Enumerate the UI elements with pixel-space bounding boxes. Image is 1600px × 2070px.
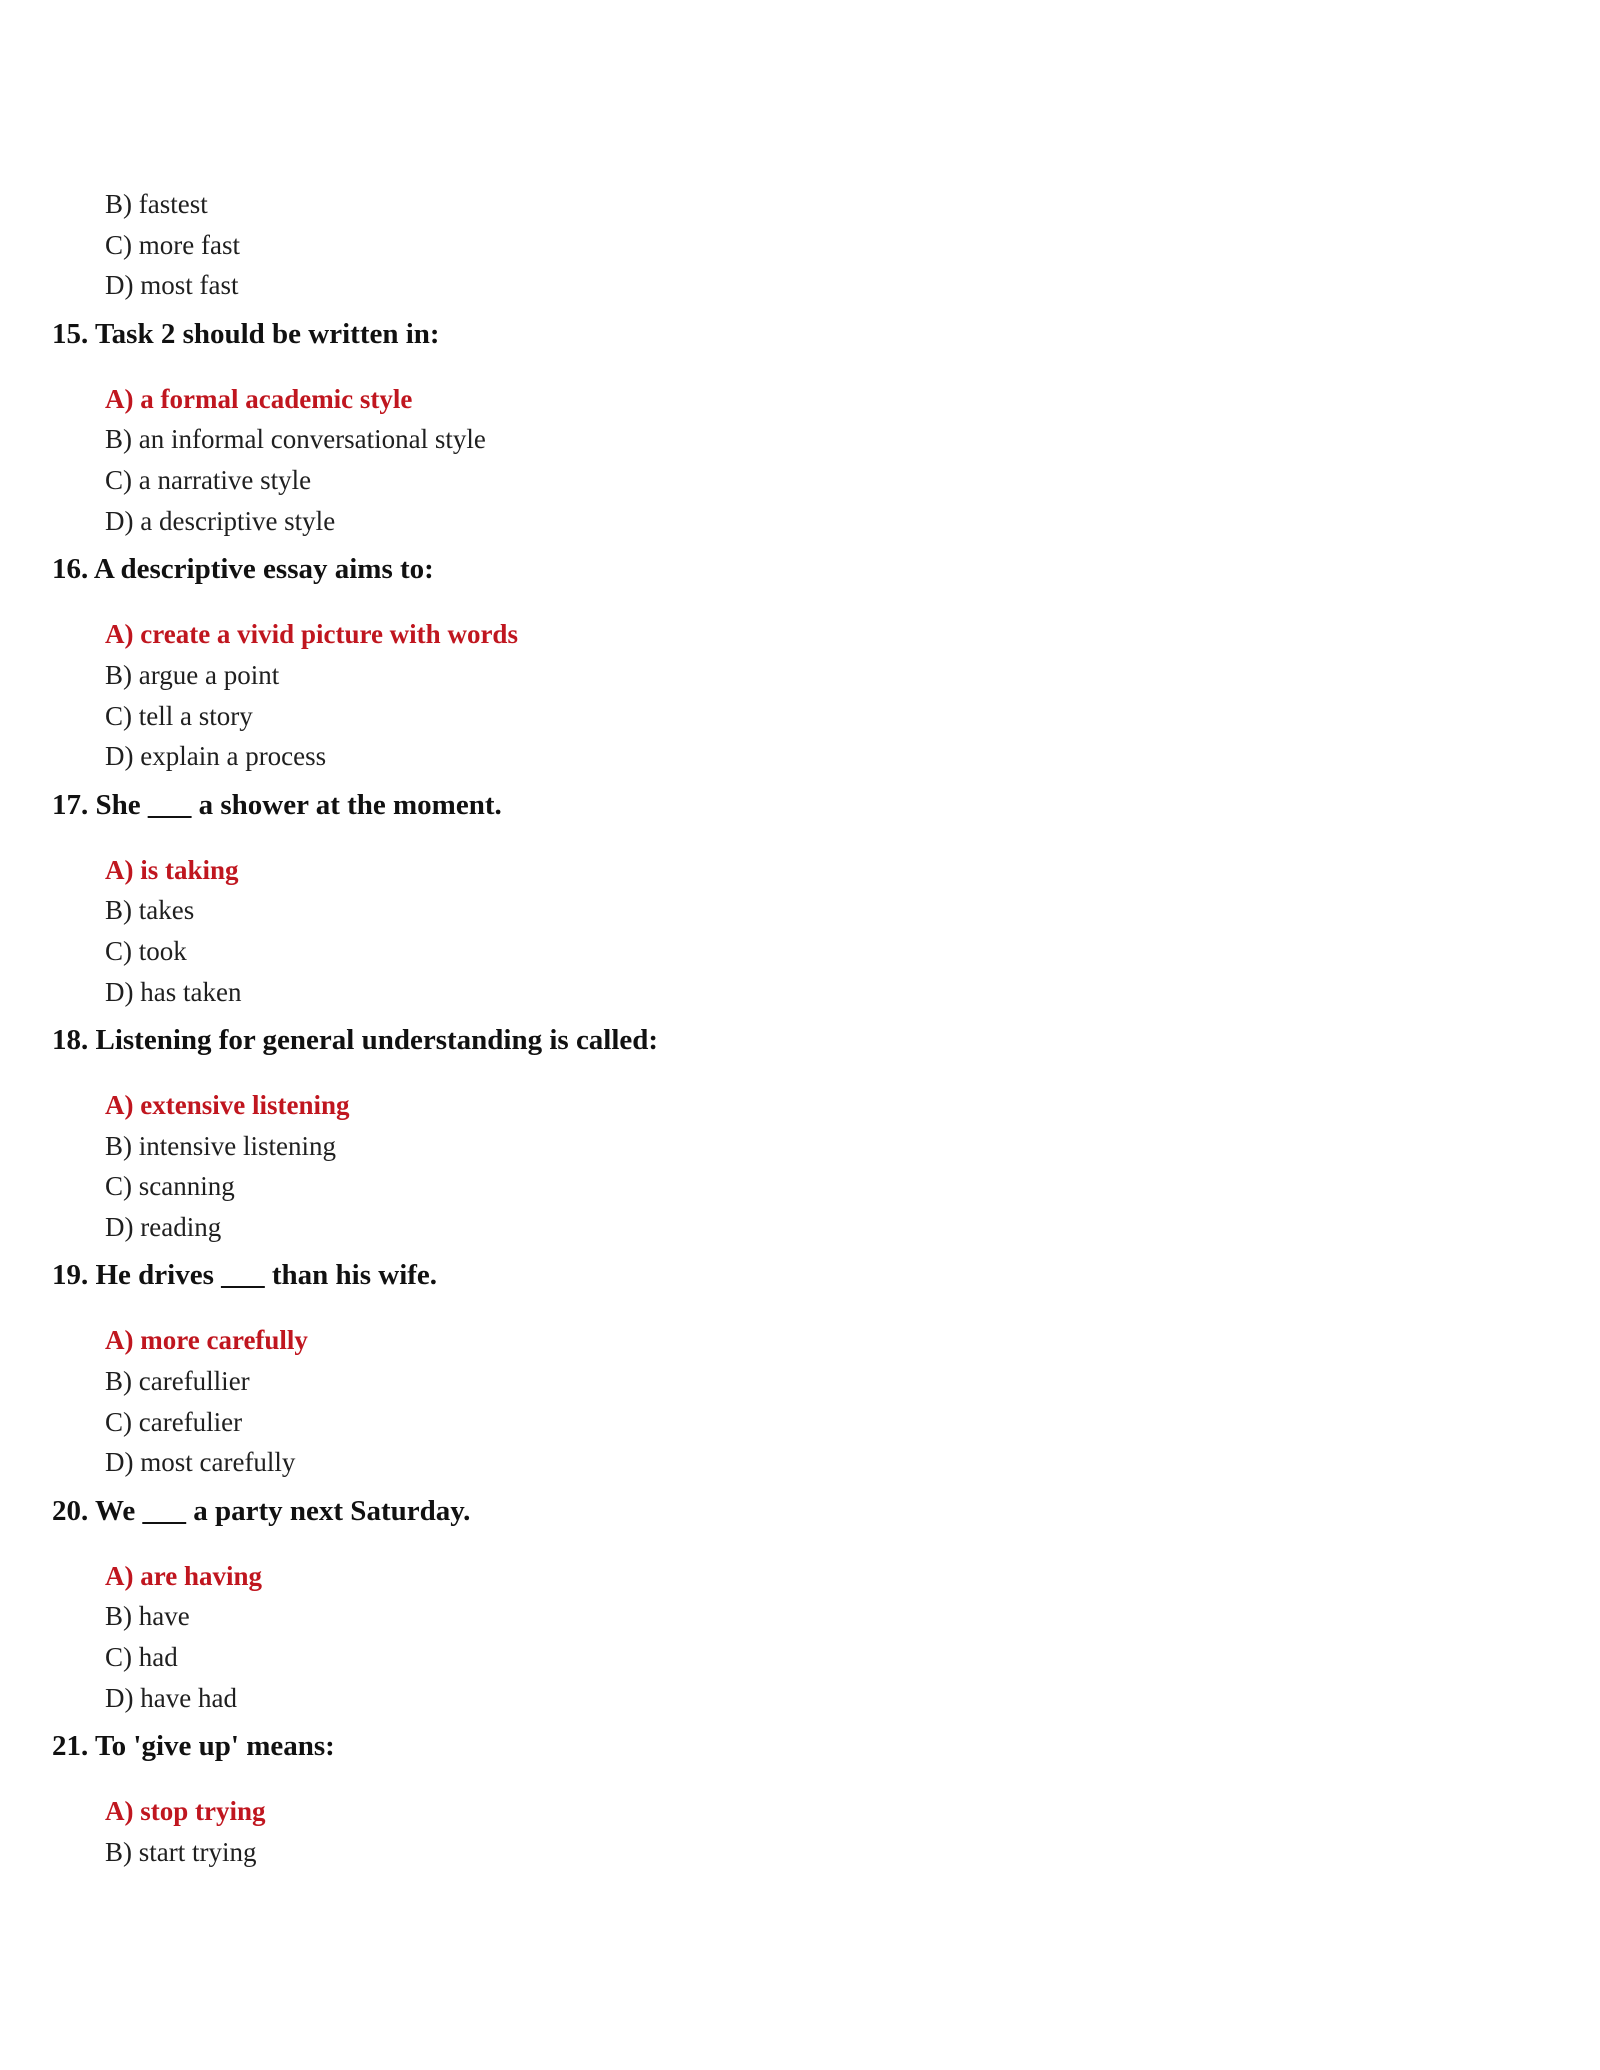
answer-option: B) intensive listening (105, 1130, 336, 1161)
correct-answer: A) are having (105, 1560, 263, 1591)
answer-option: D) explain a process (105, 741, 327, 772)
answer-option: C) took (105, 935, 187, 966)
answer-option: B) carefullier (105, 1366, 250, 1396)
question-text: 21. To 'give up' means: (52, 1730, 335, 1763)
correct-answer: A) create a vivid picture with words (105, 619, 518, 650)
correct-answer: A) stop trying (105, 1796, 266, 1827)
question-text: 16. A descriptive essay aims to: (52, 553, 434, 586)
answer-option: C) a narrative style (105, 465, 312, 496)
question-text: 15. Task 2 should be written in: (52, 317, 440, 350)
answer-option: B) argue a point (105, 659, 280, 690)
answer-option: D) a descriptive style (105, 505, 336, 536)
question-text: 20. We ___ a party next Saturday. (52, 1494, 471, 1527)
question-text: 17. She ___ a shower at the moment. (52, 788, 502, 821)
answer-option: D) has taken (105, 976, 242, 1007)
answer-option: C) more fast (105, 229, 240, 260)
correct-answer: A) more carefully (105, 1325, 308, 1356)
correct-answer: A) a formal academic style (105, 383, 413, 414)
answer-option: B) have (105, 1601, 190, 1632)
answer-option: D) most fast (105, 270, 239, 301)
question-text: 18. Listening for general understanding is called: (52, 1023, 659, 1056)
correct-answer: A) is taking (105, 854, 239, 885)
answer-option: C) had (105, 1642, 178, 1673)
answer-option: B) start trying (105, 1836, 257, 1867)
question-text: 19. He drives ___ than his wife. (52, 1259, 438, 1292)
answer-option: B) an informal conversational style (105, 424, 486, 455)
answer-option: C) tell a story (105, 700, 253, 731)
answer-option: D) have had (105, 1682, 237, 1713)
correct-answer: A) extensive listening (105, 1089, 350, 1120)
answer-option: D) reading (105, 1212, 222, 1242)
answer-option: B) fastest (105, 189, 208, 219)
answer-option: C) scanning (105, 1171, 235, 1202)
answer-option: B) takes (105, 895, 195, 926)
answer-option: C) carefulier (105, 1406, 243, 1437)
answer-option: D) most carefully (105, 1447, 296, 1478)
